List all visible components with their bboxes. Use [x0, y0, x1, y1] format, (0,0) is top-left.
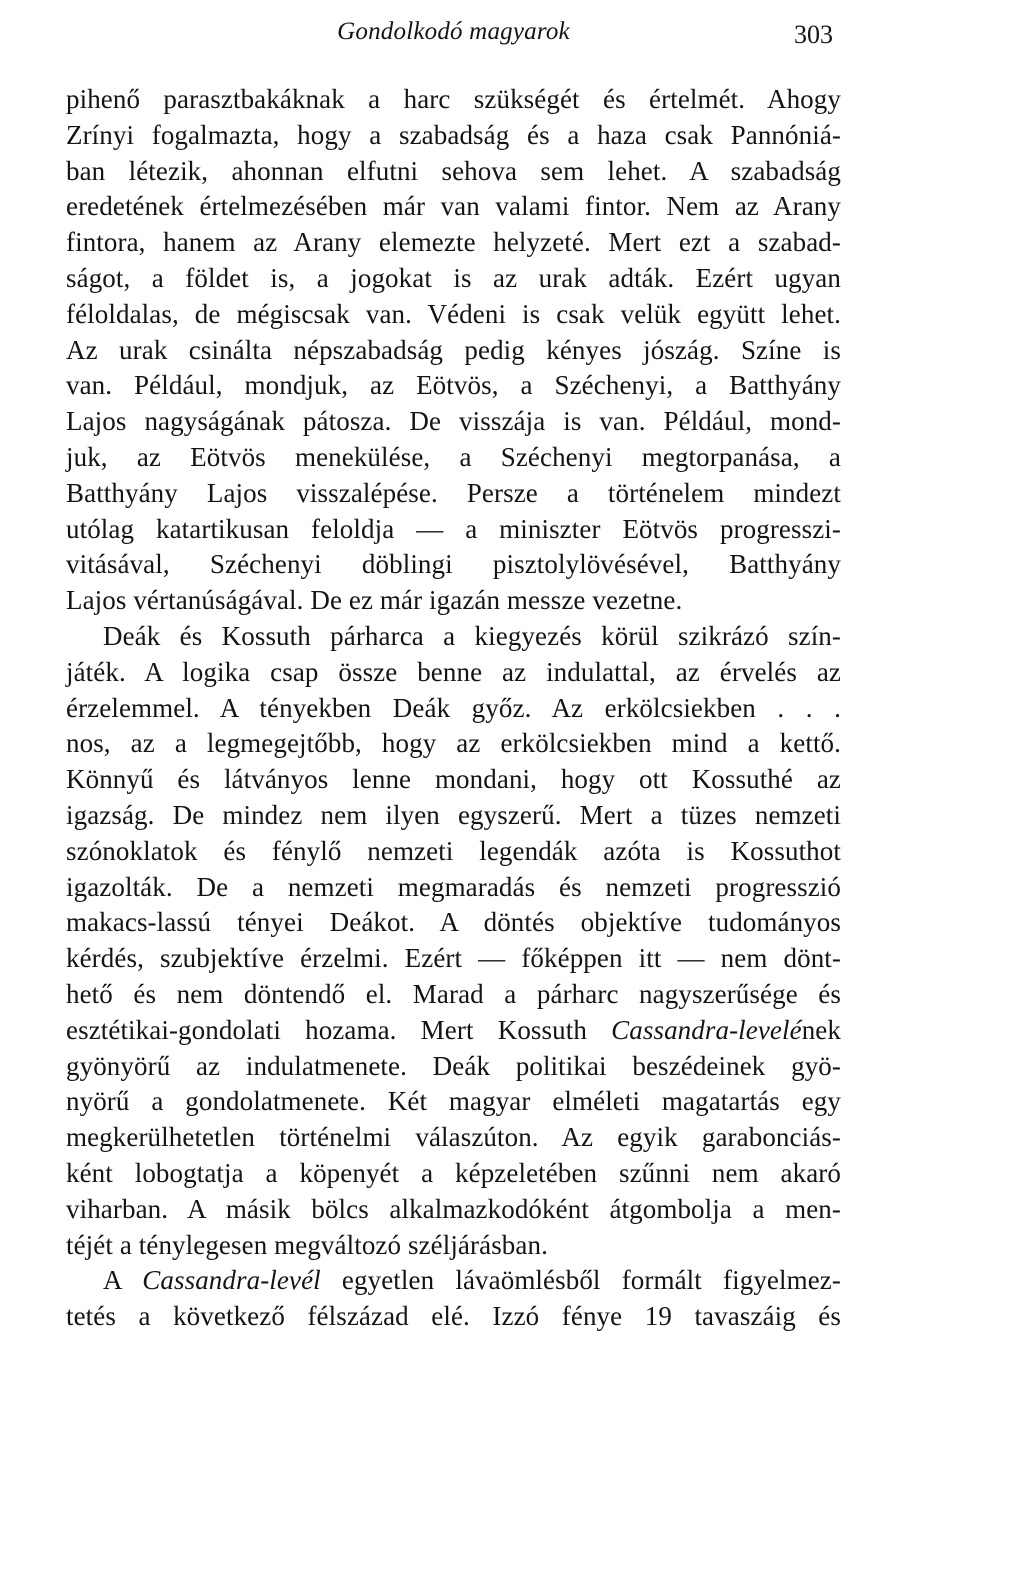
text-line: Lajos nagyságának pátosza. De visszája is van. Például, mond- [66, 406, 841, 437]
italic-title: Cassandra-levél [142, 1265, 321, 1296]
text-line: nos, az a legmegejtőbb, hogy az erkölcsiekben mind a kettő. [66, 728, 841, 759]
text-line: érzelemmel. A tényekben Deák győz. Az erkölcsiekben . . . [66, 692, 841, 723]
paragraph-1 [66, 82, 841, 619]
text-line [66, 1013, 841, 1049]
text-line: féloldalas, de mégiscsak van. Védeni is csak velük együtt lehet. [66, 298, 841, 329]
text-line: tetés a következő félszázad elé. Izzó fénye 19 tavaszáig és [66, 1301, 841, 1332]
text-line: juk, az Eötvös menekülése, a Széchenyi megtorpanása, a [66, 441, 841, 472]
paragraph-3 [66, 1263, 841, 1335]
text-line: szónoklatok és fénylő nemzeti legendák azóta is Kossuthot [66, 835, 841, 866]
text-line: igazolták. De a nemzeti megmaradás és nemzeti progresszió [66, 871, 841, 902]
text-line [66, 1263, 841, 1299]
page-number: 303 [794, 20, 833, 49]
text-line: pihenő parasztbakáknak a harc szükségét és értelmét. Ahogy [66, 84, 841, 114]
paragraph-2 [66, 619, 841, 1263]
body-text [66, 82, 841, 1335]
italic-title: Cassandra-levelé [611, 1014, 802, 1045]
text-line: gyönyörű az indulatmenete. Deák politikai beszédeinek gyö- [66, 1050, 841, 1081]
text-line: hető és nem döntendő el. Marad a párharc nagyszerűsége és [66, 978, 841, 1009]
text-run: esztétikai-gondolati hozama. Mert Kossuth [66, 1014, 612, 1045]
text-line: játék. A logika csap össze benne az indulattal, az érvelés az [66, 656, 841, 687]
text-line: Zrínyi fogalmazta, hogy a szabadság és a haza csak Pannóniá- [66, 119, 841, 150]
text-line: ként lobogtatja a köpenyét a képzeletében szűnni nem akaró [66, 1157, 841, 1188]
text-line: vitásával, Széchenyi döblingi pisztolylövésével, Batthyány [66, 549, 841, 580]
text-line: Könnyű és látványos lenne mondani, hogy ott Kossuthé az [66, 764, 841, 795]
text-line: Lajos vértanúságával. De ez már igazán messze vezetne. [66, 585, 683, 616]
text-line: igazság. De mindez nem ilyen egyszerű. Mert a tüzes nemzeti [66, 799, 841, 830]
text-line: ságot, a földet is, a jogokat is az urak adták. Ezért ugyan [66, 262, 841, 293]
text-run: A [103, 1265, 143, 1296]
text-run: nek [801, 1014, 841, 1045]
text-line: ban létezik, ahonnan elfutni sehova sem lehet. A szabadság [66, 155, 841, 186]
text-line: fintora, hanem az Arany elemezte helyzeté. Mert ezt a szabad- [66, 227, 841, 258]
text-line: Batthyány Lajos visszalépése. Persze a történelem mindezt [66, 477, 841, 508]
text-line: téjét a ténylegesen megváltozó széljárásban. [66, 1229, 548, 1260]
text-line: makacs-lassú tényei Deákot. A döntés objektíve tudományos [66, 907, 841, 938]
text-run: egyetlen lávaömlésből formált figyelmez- [320, 1265, 841, 1296]
text-line: viharban. A másik bölcs alkalmazkodóként átgombolja a men- [66, 1193, 841, 1224]
text-line: Az urak csinálta népszabadság pedig kényes jószág. Színe is [66, 334, 841, 365]
text-line: utólag katartikusan feloldja — a miniszter Eötvös progresszi- [66, 513, 841, 544]
text-line: van. Például, mondjuk, az Eötvös, a Széchenyi, a Batthyány [66, 370, 841, 401]
text-line: Deák és Kossuth párharca a kiegyezés körül szikrázó szín- [103, 620, 841, 651]
page-header [66, 14, 841, 54]
text-line: eredetének értelmezésében már van valami fintor. Nem az Arany [66, 191, 841, 222]
running-title: Gondolkodó magyarok [337, 18, 570, 45]
text-line: megkerülhetetlen történelmi válaszúton. Az egyik garabonciás- [66, 1122, 841, 1153]
text-line: nyörű a gondolatmenete. Két magyar elméleti magatartás egy [66, 1086, 841, 1117]
text-line: kérdés, szubjektíve érzelmi. Ezért — főképpen itt — nem dönt- [66, 943, 841, 974]
